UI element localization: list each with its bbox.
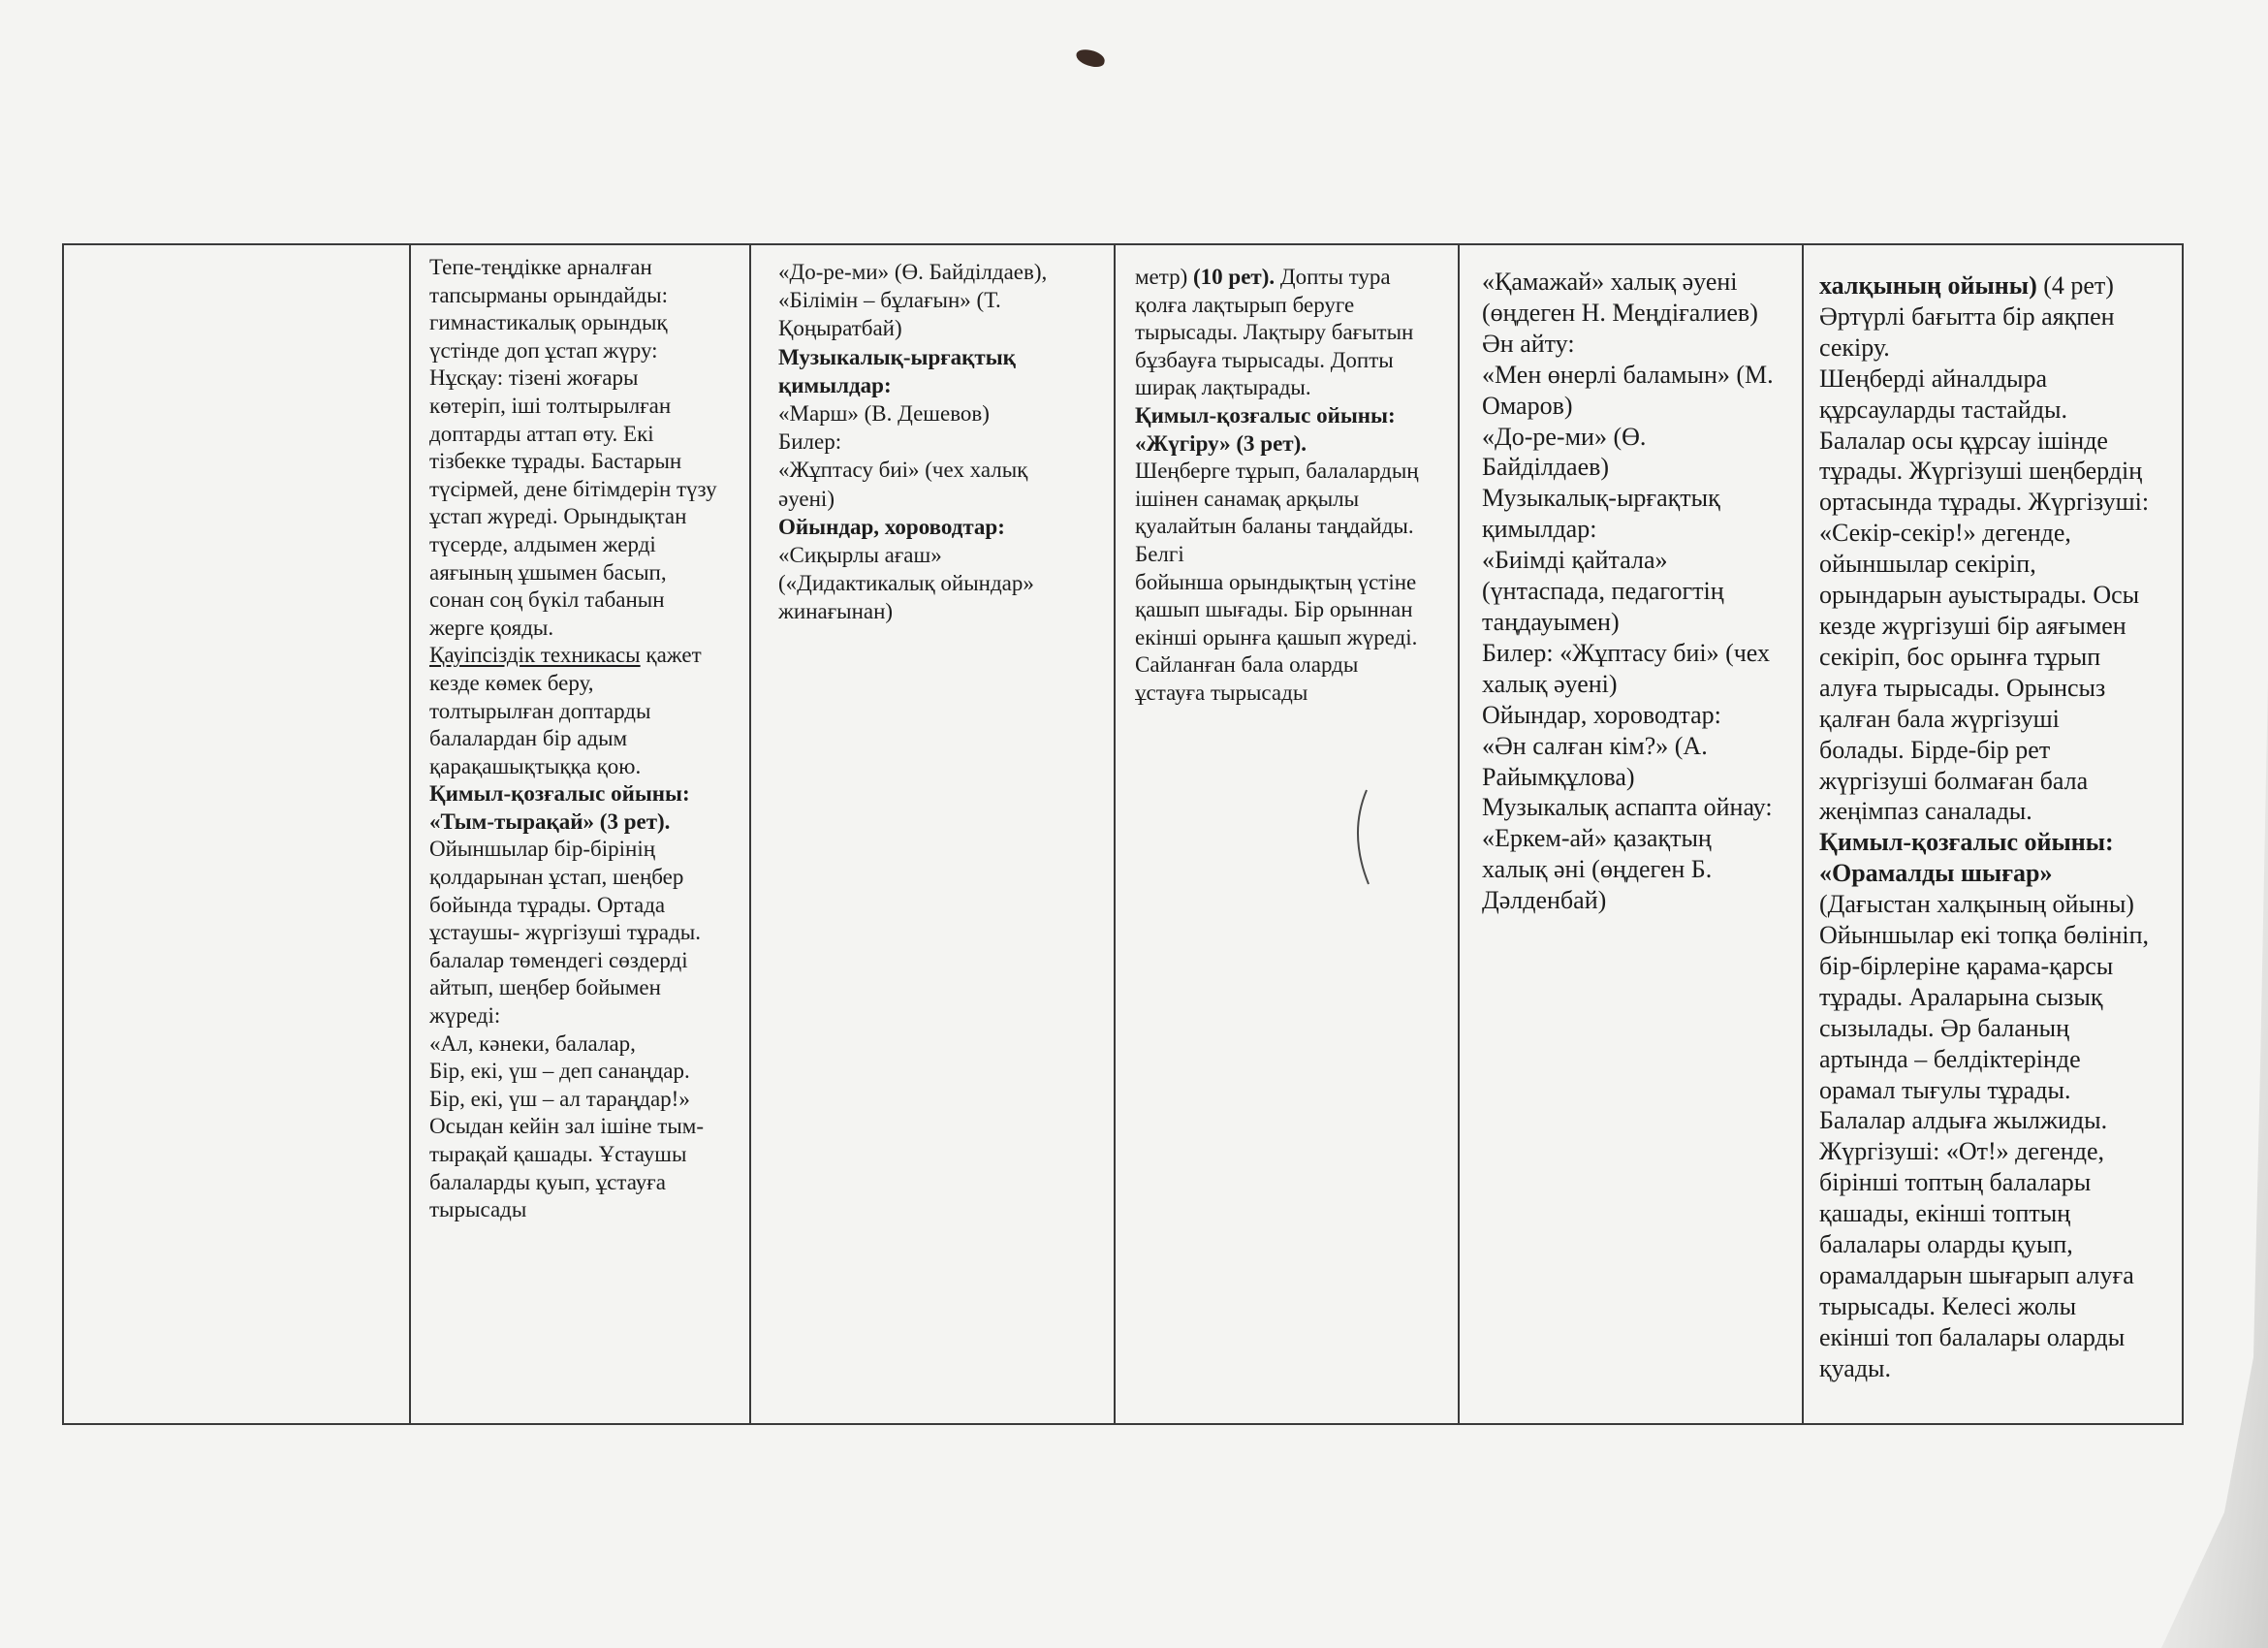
text-line: «Ал, кәнеки, балалар,: [429, 1030, 636, 1056]
column-divider: [749, 243, 751, 1425]
text-line: түсірмей, дене бітімдерін түзу: [429, 476, 717, 501]
text-line: ортасында тұрады. Жүргізуші:: [1819, 488, 2150, 517]
text-line: қашып шығады. Бір орыннан: [1135, 597, 1413, 622]
text-line: Омаров): [1482, 391, 1573, 420]
text-line: қолдарынан ұстап, шеңбер: [429, 865, 684, 890]
text-line: қимылдар:: [778, 372, 892, 397]
text-line: жинағынан): [778, 599, 894, 624]
text-line: қимылдар:: [1482, 515, 1597, 544]
text-line: гимнастикалық орындық: [429, 310, 668, 335]
text-line: ұстаушы- жүргізуші тұрады.: [429, 920, 701, 945]
text-line: тізбекке тұрады. Бастарын: [429, 449, 682, 474]
column-divider: [1458, 243, 1460, 1425]
text-line: толтырылған доптарды: [429, 698, 651, 723]
text-line: жүргізуші болмаған бала: [1819, 766, 2089, 795]
text-line: «Тым-тырақай» (3 рет).: [429, 808, 671, 834]
text-line: тырысады: [429, 1197, 527, 1222]
table-cell-thursday: [1482, 267, 1774, 916]
text-line: құрсауларды тастайды.: [1819, 395, 2068, 424]
text-line: Музыкалық-ырғақтық: [778, 344, 1016, 369]
text-line: «Орамалды шығар»: [1819, 859, 2053, 888]
text-segment: қажет: [640, 643, 702, 668]
text-line: «До-ре-ми» (Ө. Байділдаев),: [778, 260, 1048, 284]
text-line: ойыншылар секіріп,: [1819, 550, 2036, 579]
text-line: таңдауымен): [1482, 607, 1620, 636]
text-line: бойынша орындықтың үстіне: [1135, 569, 1417, 594]
text-line: «Ән салған кім?» (А.: [1482, 731, 1708, 760]
text-line: Ойындар, хороводтар:: [778, 514, 1005, 539]
text-line: аяғының ұшымен басып,: [429, 559, 667, 585]
text-line: тапсырманы орындайды:: [429, 282, 669, 307]
text-line: Музыкалық аспапта ойнау:: [1482, 793, 1773, 822]
text-line: Байділдаев): [1482, 453, 1610, 482]
text-line: тырысады. Лақтыру бағытын: [1135, 320, 1414, 345]
text-line: қашады, екінші топтың: [1819, 1199, 2071, 1228]
text-line: Қимыл-қозғалыс ойыны:: [429, 781, 690, 807]
text-line: тұрады. Араларына сызық: [1819, 982, 2103, 1011]
text-line: Шеңберді айналдыра: [1819, 364, 2048, 393]
text-line: «Биімді қайтала»: [1482, 546, 1668, 575]
text-line: қарақашықтыққа қою.: [429, 753, 642, 778]
text-line: Бір, екі, үш – ал тараңдар!»: [429, 1086, 690, 1111]
text-line: (Дағыстан халқының ойыны): [1819, 890, 2134, 919]
text-line: Тепе-теңдікке арналған: [429, 255, 652, 279]
text-line: орындарын ауыстырады. Осы: [1819, 581, 2140, 610]
text-line: Ойыншылар екі топқа бөлініп,: [1819, 921, 2150, 950]
text-line: Шеңберге тұрып, балалардың: [1135, 459, 1419, 484]
text-line: Билер:: [778, 429, 842, 455]
text-line: Ойындар, хороводтар:: [1482, 700, 1721, 729]
text-line: Бір, екі, үш – деп санаңдар.: [429, 1059, 690, 1084]
column-divider: [1802, 243, 1804, 1425]
text-line: секіріп, бос орынға тұрып: [1819, 642, 2101, 671]
text-segment: халқының ойыны): [1819, 271, 2037, 300]
text-line: тырысады. Келесі жолы: [1819, 1291, 2077, 1320]
text-line: «Жүгіру» (3 рет).: [1135, 430, 1307, 456]
text-line: тырақай қашады. Ұстаушы: [429, 1142, 687, 1166]
text-line: балаларды қуып, ұстауға: [429, 1169, 666, 1194]
text-line: тұрады. Жүргізуші шеңбердің: [1819, 457, 2143, 486]
pencil-mark: [1345, 787, 1378, 888]
text-line: «Мен өнерлі баламын» (М.: [1482, 360, 1774, 389]
column-divider: [1114, 243, 1116, 1425]
text-line: Балалар осы құрсау ішінде: [1819, 426, 2108, 455]
text-line: «Жұптасу биі» (чех халық: [778, 458, 1028, 483]
text-line: Билер: «Жұптасу биі» (чех: [1482, 638, 1771, 667]
text-line: орамал тығулы тұрады.: [1819, 1075, 2071, 1104]
text-line: доптарды аттап өту. Екі: [429, 421, 654, 446]
text-segment: Допты тура: [1275, 265, 1391, 289]
text-line: орамалдарын шығарып алуға: [1819, 1261, 2134, 1289]
text-line: екінші орынға қашып жүреді.: [1135, 624, 1418, 650]
text-line: бірінші топтың балалары: [1819, 1168, 2092, 1197]
text-line: екінші топ балалары оларды: [1819, 1322, 2126, 1351]
text-line: бойында тұрады. Ортада: [429, 892, 666, 917]
column-divider: [409, 243, 411, 1425]
text-line: балалардан бір адым: [429, 726, 628, 751]
text-line: балалар төмендегі сөздерді: [429, 947, 688, 972]
text-line: Нұсқау: тізені жоғары: [429, 365, 639, 391]
text-line: қуады.: [1819, 1353, 1892, 1382]
text-line: секіру.: [1819, 333, 1890, 362]
text-line: Райымқұлова): [1482, 762, 1635, 791]
text-line: қалған бала жүргізуші: [1819, 704, 2060, 733]
text-line: Балалар алдыға жылжиды.: [1819, 1106, 2108, 1135]
text-line: Ән айту:: [1482, 329, 1575, 358]
text-segment: Қауіпсіздік техникасы: [429, 643, 641, 668]
text-line: бір-бірлеріне қарама-қарсы: [1819, 951, 2114, 980]
text-line: балалары оларды қуып,: [1819, 1230, 2073, 1259]
text-line: жүреді:: [429, 1003, 501, 1029]
text-line: сызылады. Әр баланың: [1819, 1013, 2070, 1042]
text-line: «Білімін – бұлағын» (Т.: [778, 288, 1001, 313]
text-line: [429, 642, 717, 670]
table-cell-wednesday: [1135, 264, 1419, 708]
text-line: түсерде, алдымен жерді: [429, 531, 656, 556]
text-line: (үнтаспада, педагогтің: [1482, 577, 1724, 606]
text-line: халық әуені): [1482, 669, 1618, 698]
text-line: [1135, 264, 1419, 292]
text-segment: метр): [1135, 265, 1194, 289]
text-line: Қоңыратбай): [778, 316, 902, 341]
text-segment: (4 рет): [2036, 271, 2114, 300]
text-line: «Қамажай» халық әуені: [1482, 268, 1738, 296]
text-line: болады. Бірде-бір рет: [1819, 735, 2051, 764]
text-line: қуалайтын баланы таңдайды.: [1135, 514, 1414, 539]
text-line: ширақ лақтырады.: [1135, 375, 1311, 400]
text-line: кезде көмек беру,: [429, 670, 594, 695]
text-line: «Секір-секір!» дегенде,: [1819, 519, 2071, 548]
text-line: ұстауға тырысады: [1135, 680, 1308, 705]
text-line: Сайланған бала оларды: [1135, 652, 1359, 678]
text-line: «Марш» (В. Дешевов): [778, 401, 990, 427]
text-line: «Сиқырлы ағаш»: [778, 543, 942, 568]
page-corner-shadow: [2132, 679, 2268, 1648]
text-line: (өңдеген Н. Меңдіғалиев): [1482, 298, 1758, 327]
table-cell-friday: [1819, 270, 2149, 1384]
text-line: әуені): [778, 486, 835, 511]
text-line: («Дидактикалық ойындар»: [778, 571, 1034, 596]
text-line: бұзбауға тырысады. Допты: [1135, 347, 1394, 372]
text-line: жеңімпаз саналады.: [1819, 797, 2032, 826]
text-line: артында – белдіктерінде: [1819, 1044, 2081, 1073]
text-line: Белгі: [1135, 541, 1184, 566]
text-line: халық әні (өңдеген Б.: [1482, 855, 1713, 884]
text-line: Әртүрлі бағытта бір аяқпен: [1819, 301, 2115, 331]
text-line: үстінде доп ұстап жүру:: [429, 337, 658, 363]
text-line: Ойыншылар бір-бірінің: [429, 837, 656, 862]
text-line: Жүргізуші: «От!» дегенде,: [1819, 1137, 2104, 1166]
text-line: сонан соң бүкіл табанын: [429, 587, 665, 613]
text-line: ішінен санамақ арқылы: [1135, 486, 1360, 511]
text-line: кезде жүргізуші бір аяғымен: [1819, 611, 2126, 640]
text-line: Дәлденбай): [1482, 886, 1607, 915]
text-line: қолға лақтырып беруге: [1135, 292, 1355, 317]
text-line: көтеріп, іші толтырылған: [429, 393, 672, 418]
text-line: жерге қояды.: [429, 615, 554, 640]
text-line: «До-ре-ми» (Ө.: [1482, 422, 1647, 451]
text-line: Қимыл-қозғалыс ойыны:: [1819, 828, 2114, 857]
text-line: [1819, 270, 2149, 301]
text-line: алуға тырысады. Орынсыз: [1819, 673, 2106, 702]
text-line: Музыкалық-ырғақтық: [1482, 484, 1720, 513]
text-line: «Еркем-ай» қазақтың: [1482, 824, 1712, 853]
table-cell-tuesday: [778, 258, 1047, 626]
text-line: ұстап жүреді. Орындықтан: [429, 504, 687, 529]
text-line: айтып, шеңбер бойымен: [429, 975, 661, 1000]
ink-smudge: [1075, 48, 1107, 69]
table-cell-monday: [429, 254, 717, 1224]
text-line: Осыдан кейін зал ішіне тым-: [429, 1114, 705, 1139]
text-line: Қимыл-қозғалыс ойыны:: [1135, 402, 1396, 428]
text-segment: (10 рет).: [1193, 265, 1276, 289]
